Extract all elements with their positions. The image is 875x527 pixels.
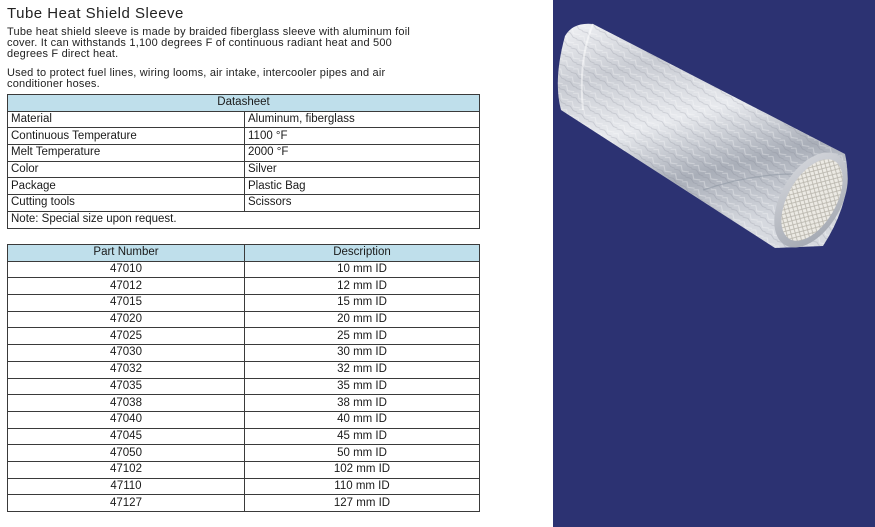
datasheet-row: [8, 195, 480, 212]
datasheet-label: Cutting tools: [8, 195, 245, 212]
table-row: [8, 345, 480, 362]
table-row: [8, 328, 480, 345]
datasheet-label: Color: [8, 161, 245, 178]
description-cell: 45 mm ID: [245, 428, 480, 445]
page-title: Tube Heat Shield Sleeve: [7, 5, 184, 22]
table-row: [8, 361, 480, 378]
part-number-cell: 47025: [8, 328, 245, 345]
part-number-header: Part Number: [8, 245, 245, 262]
table-row: [8, 478, 480, 495]
parts-table: [7, 244, 480, 512]
datasheet-value: Plastic Bag: [245, 178, 480, 195]
datasheet-label: Continuous Temperature: [8, 128, 245, 145]
description-line: cover. It can withstands 1,100 degrees F of continuous radiant heat and 500: [7, 37, 392, 49]
part-number-cell: 47020: [8, 311, 245, 328]
part-number-cell: 47030: [8, 345, 245, 362]
part-number-cell: 47010: [8, 261, 245, 278]
product-photo: [553, 0, 875, 527]
part-number-cell: 47127: [8, 495, 245, 512]
table-row: [8, 261, 480, 278]
datasheet-note-row: [8, 211, 480, 228]
table-row: [8, 495, 480, 512]
part-number-cell: 47038: [8, 395, 245, 412]
description-cell: 32 mm ID: [245, 361, 480, 378]
description-cell: 15 mm ID: [245, 295, 480, 312]
usage-line: Used to protect fuel lines, wiring looms, air intake, intercooler pipes and air: [7, 67, 386, 79]
datasheet-table: [7, 94, 480, 229]
part-number-cell: 47040: [8, 411, 245, 428]
datasheet-value: Aluminum, fiberglass: [245, 111, 480, 128]
table-row: [8, 428, 480, 445]
table-row: [8, 445, 480, 462]
part-number-cell: 47015: [8, 295, 245, 312]
datasheet-row: [8, 145, 480, 162]
table-row: [8, 378, 480, 395]
part-number-cell: 47035: [8, 378, 245, 395]
datasheet-value: 2000 °F: [245, 145, 480, 162]
description-cell: 30 mm ID: [245, 345, 480, 362]
datasheet-value: Silver: [245, 161, 480, 178]
description-cell: 127 mm ID: [245, 495, 480, 512]
description-cell: 50 mm ID: [245, 445, 480, 462]
description-cell: 20 mm ID: [245, 311, 480, 328]
description-cell: 35 mm ID: [245, 378, 480, 395]
table-row: [8, 411, 480, 428]
parts-header-row: [8, 245, 480, 262]
part-number-cell: 47045: [8, 428, 245, 445]
sleeve-image: [553, 0, 875, 527]
datasheet-note: Note: Special size upon request.: [8, 211, 480, 228]
product-usage: [7, 68, 477, 90]
datasheet-label: Package: [8, 178, 245, 195]
part-number-cell: 47050: [8, 445, 245, 462]
description-cell: 110 mm ID: [245, 478, 480, 495]
part-number-cell: 47102: [8, 461, 245, 478]
datasheet-row: [8, 128, 480, 145]
part-number-cell: 47012: [8, 278, 245, 295]
datasheet-value: Scissors: [245, 195, 480, 212]
table-row: [8, 461, 480, 478]
datasheet-header-row: [8, 95, 480, 112]
description-cell: 38 mm ID: [245, 395, 480, 412]
product-description: [7, 27, 477, 60]
description-header: Description: [245, 245, 480, 262]
datasheet-header: Datasheet: [8, 95, 480, 112]
table-row: [8, 311, 480, 328]
table-row: [8, 295, 480, 312]
table-row: [8, 395, 480, 412]
datasheet-row: [8, 161, 480, 178]
datasheet-row: [8, 178, 480, 195]
description-line: Tube heat shield sleeve is made by braided fiberglass sleeve with aluminum foil: [7, 26, 411, 38]
datasheet-row: [8, 111, 480, 128]
datasheet-label: Material: [8, 111, 245, 128]
table-row: [8, 278, 480, 295]
description-cell: 25 mm ID: [245, 328, 480, 345]
description-line: degrees F direct heat.: [7, 48, 119, 60]
description-cell: 40 mm ID: [245, 411, 480, 428]
description-cell: 10 mm ID: [245, 261, 480, 278]
part-number-cell: 47032: [8, 361, 245, 378]
description-cell: 12 mm ID: [245, 278, 480, 295]
part-number-cell: 47110: [8, 478, 245, 495]
datasheet-value: 1100 °F: [245, 128, 480, 145]
usage-line: conditioner hoses.: [7, 78, 100, 90]
description-cell: 102 mm ID: [245, 461, 480, 478]
datasheet-label: Melt Temperature: [8, 145, 245, 162]
